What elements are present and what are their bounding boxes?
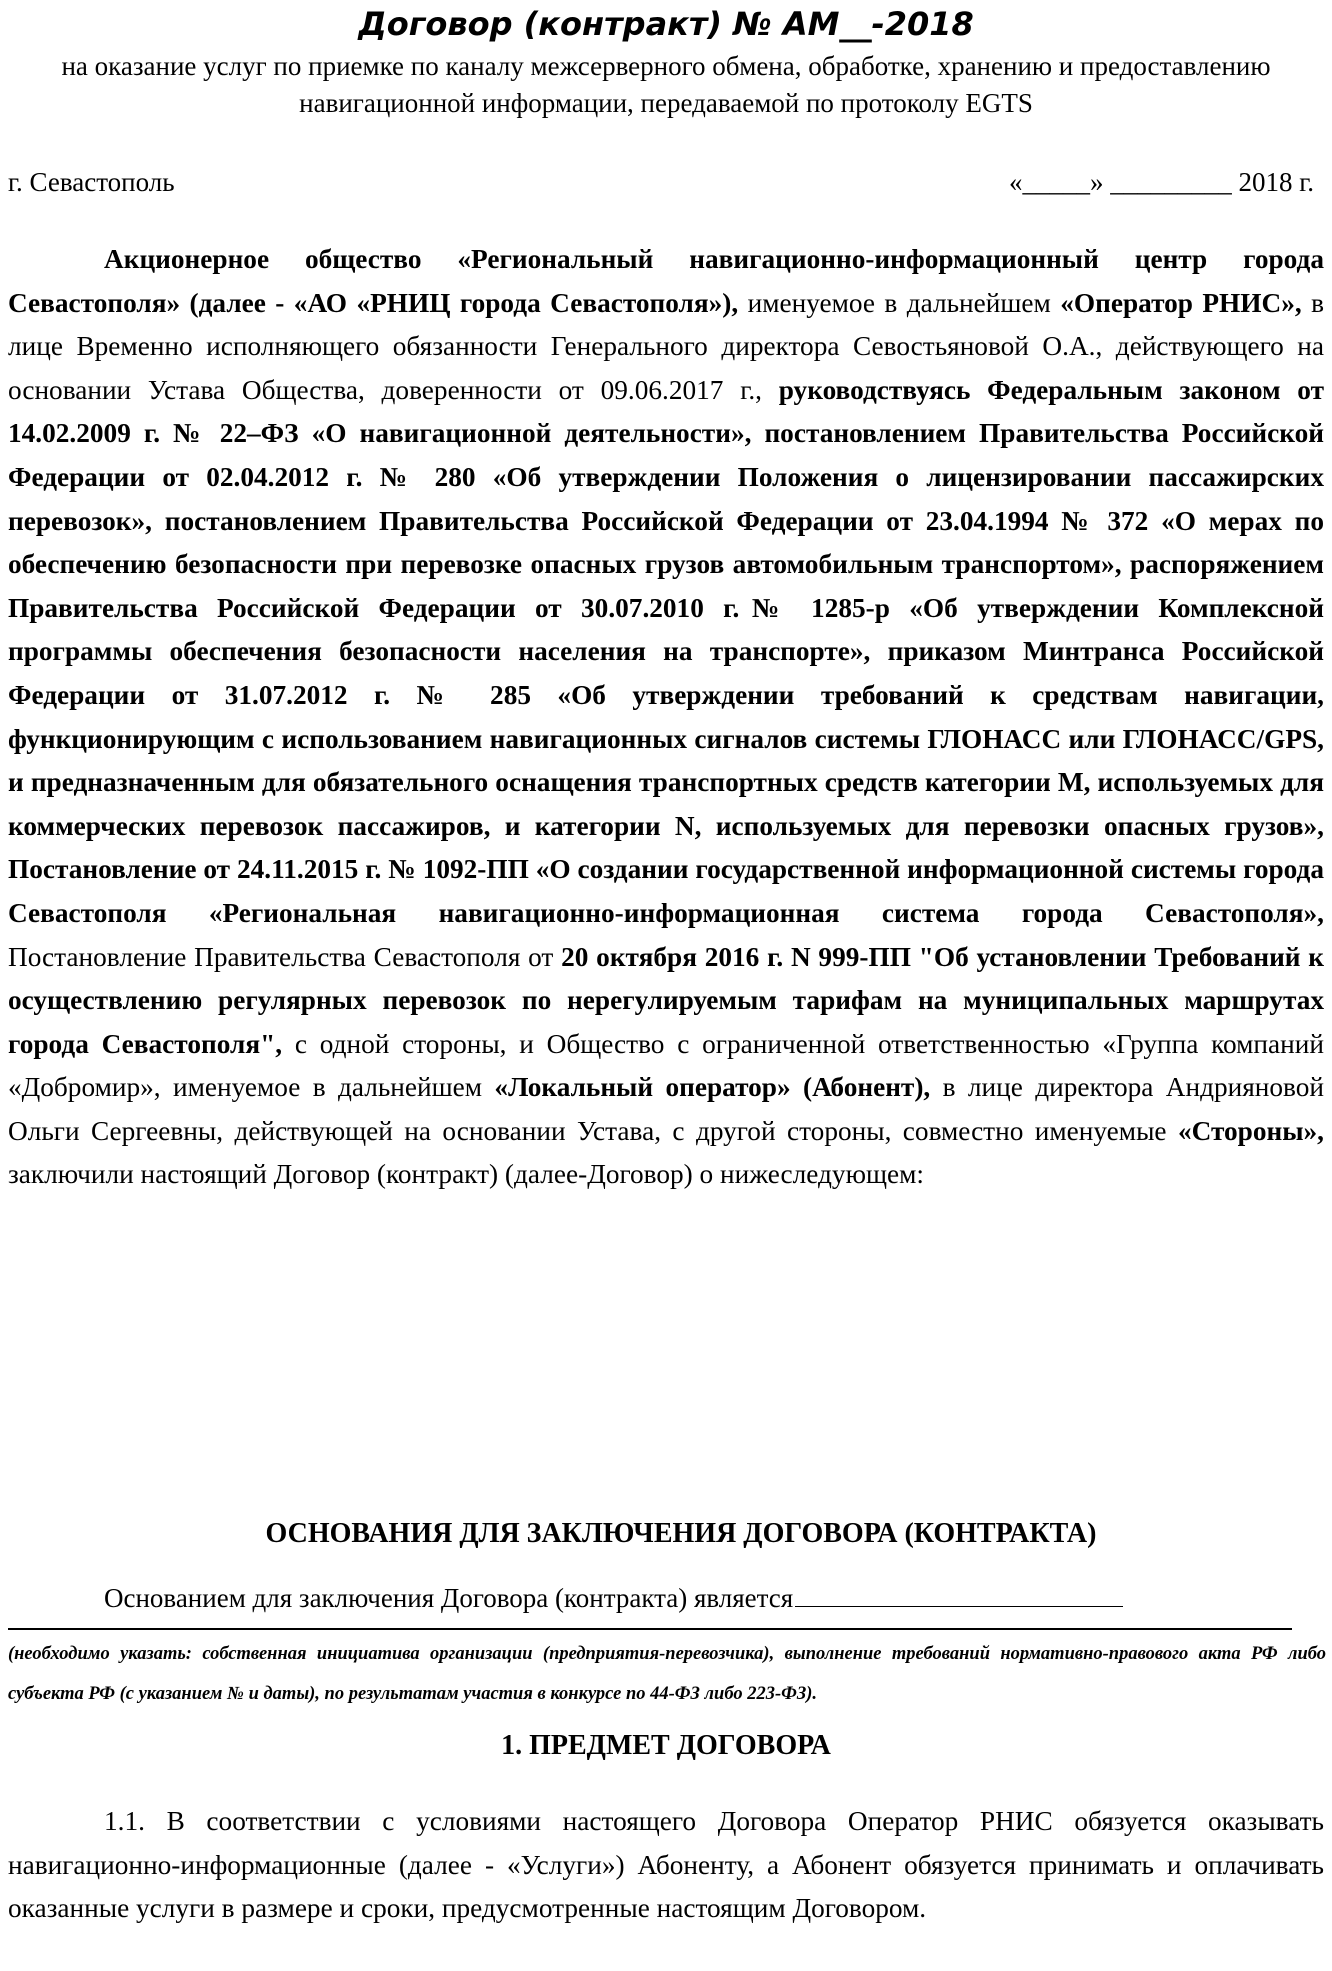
preamble-parties-alias: «Стороны», bbox=[1177, 1115, 1324, 1146]
basis-blank-field[interactable] bbox=[795, 1576, 1123, 1607]
subject-paragraph bbox=[8, 1800, 1324, 1931]
basis-label: Основанием для заключения Договора (контракта) является bbox=[104, 1583, 794, 1613]
preamble-resolution: 20 октября 2016 г. N 999-ПП "Об установлении Требований к осуществлению регулярных перевозок по нерегулируемым тарифам на муниципальных маршрутах города Севастополя", bbox=[8, 941, 1325, 1059]
preamble-text-6: заключили настоящий Договор (контракт) (далее-Договор) о нижеследующем: bbox=[8, 1159, 924, 1190]
preamble-text-3: Постановление Правительства Севастополя от bbox=[8, 941, 562, 972]
preamble-paragraph bbox=[8, 238, 1324, 1197]
basis-note: (необходимо указать: собственная инициатива организации (предприятия-перевозчика), выполнение требований нормативно-правового акта РФ либо субъекта РФ (с указанием № и даты), по результатам участия в конкурсе по 44-ФЗ либо 223-ФЗ). bbox=[8, 1644, 1326, 1704]
preamble-operator-alias: «Оператор РНИС», bbox=[1060, 287, 1302, 318]
preamble-text-1: именуемое в дальнейшем bbox=[738, 287, 1061, 318]
contract-place: г. Севастополь bbox=[8, 167, 175, 197]
preamble-legal-basis: руководствуясь Федеральным законом от 14.02.2009 г. № 22–ФЗ «О навигационной деятельности», постановлением Правительства Российской Федерации от 02.04.2012 г. № 280 «Об утверждении Положения о лицензировании пассажирских перевозок», постановлением Правительства Российской Федерации от 23.04.1994 № 372 «О мерах по обеспечению безопасности при перевозке опасных грузов автомобильным транспортом», распоряжением Правительства Российской Федерации от 30.07.2010 г.№ 1285-р «Об утверждении Комплексной программы обеспечения безопасности населения на транспорте», приказом Минтранса Российской Федерации от 31.07.2012 г. № 285 «Об утверждении требований к средствам навигации, функционирующим с использованием навигационных сигналов системы ГЛОНАСС или ГЛОНАСС/GPS, и предназначенным для обязательного оснащения транспортных средств категории М, используемых для коммерческих перевозок пассажиров, и категории N, используемых для перевозки опасных грузов», Постановление от 24.11.2015 г. № 1092-ПП «О создании государственной информационной системы города Севастополя «Региональная навигационно-информационная система города Севастополя», bbox=[8, 374, 1325, 928]
contract-subtitle: на оказание услуг по приемке по каналу межсерверного обмена, обработке, хранению и предоставлению навигационной информации, передаваемой по протоколу EGTS bbox=[61, 51, 1271, 118]
subject-text: 1.1. В соответствии с условиями настоящего Договора Оператор РНИС обязуется оказывать навигационно-информационные (далее - «Услуги») Абоненту, а Абонент обязуется принимать и оплачивать оказанные услуги в размере и сроки, предусмотренные настоящим Договором. bbox=[8, 1806, 1324, 1924]
basis-line bbox=[104, 1576, 1123, 1618]
preamble-subscriber-alias: «Локальный оператор» (Абонент), bbox=[494, 1072, 931, 1103]
contract-title: Договор (контракт) № АМ__-2018 bbox=[358, 5, 974, 43]
subject-heading: 1. ПРЕДМЕТ ДОГОВОРА bbox=[501, 1730, 831, 1761]
preamble-text-2: в лице Временно исполняющего обязанности Генерального директора Севостьяновой О.А., действующего на основании Устава Общества, доверенности от 09.06.2017 г., bbox=[8, 287, 1325, 405]
contract-date: «_____» _________ 2018 г. bbox=[1008, 167, 1314, 197]
preamble-text-4: с одной стороны, и Общество с ограниченной ответственностью «Группа компаний «Добромир», именуемое в дальнейшем bbox=[8, 1028, 1324, 1103]
basis-underline bbox=[8, 1628, 1292, 1630]
basis-heading: ОСНОВАНИЯ ДЛЯ ЗАКЛЮЧЕНИЯ ДОГОВОРА (КОНТРАКТА) bbox=[265, 1518, 1097, 1549]
preamble-text-5: в лице директора Андрияновой Ольги Сергеевны, действующей на основании Устава, с другой стороны, совместно именуемые bbox=[8, 1072, 1324, 1146]
preamble-operator-name: Акционерное общество «Региональный навигационно-информационный центр города Севастополя» (далее - «АО «РНИЦ города Севастополя»), bbox=[8, 244, 1324, 318]
